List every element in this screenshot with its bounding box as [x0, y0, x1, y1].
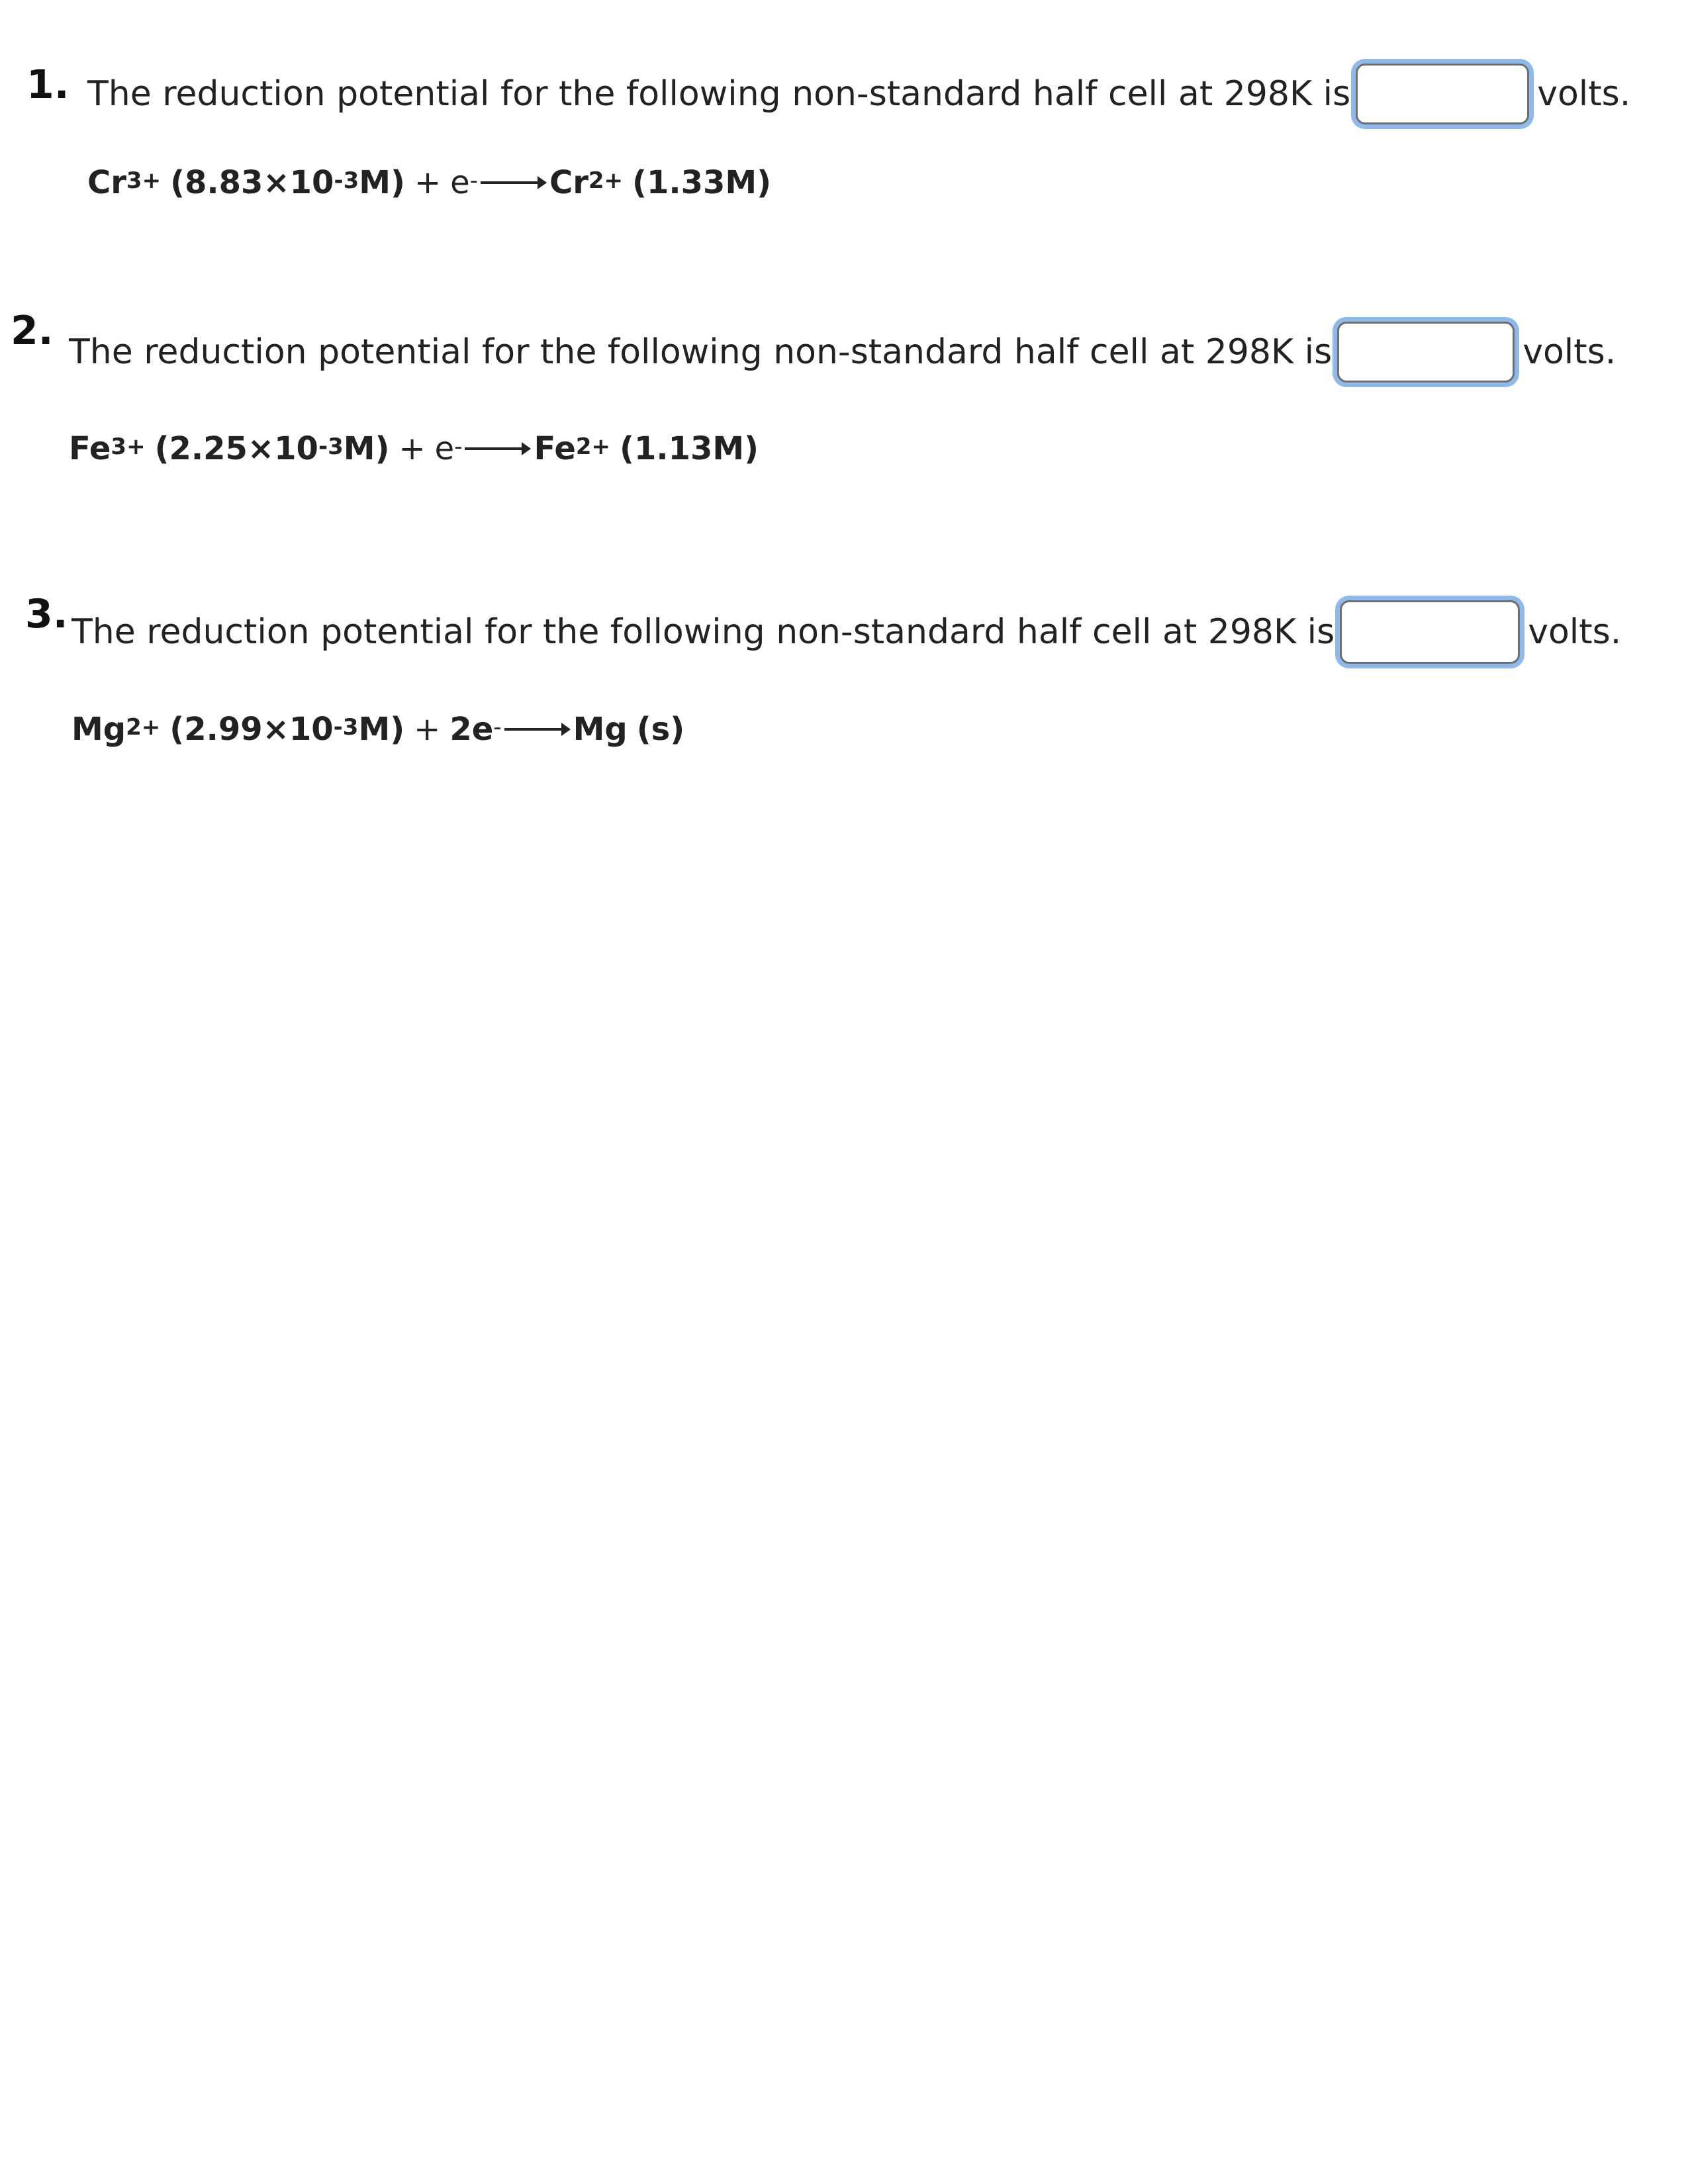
product-species: Mg: [573, 711, 628, 748]
reaction-arrow-icon: [504, 728, 569, 731]
half-reaction-equation: Fe $^{3+}$ (2.25×10 $^{-3}$ M) + e - Fe $^{2+}$ (1.13M): [69, 430, 759, 467]
reactant-concentration-unit: M): [358, 711, 405, 748]
question-prompt: The reduction potential for the following non-standard half cell at 298K is: [69, 332, 1333, 372]
question-prompt-row: [87, 61, 1630, 127]
reactant-concentration: (8.83×10: [170, 164, 334, 201]
question-prompt-row: [69, 319, 1616, 385]
answer-input[interactable]: [1340, 600, 1520, 664]
reactant-species: Cr: [87, 164, 126, 201]
product-species: Cr: [549, 164, 588, 201]
question-number: 3.: [25, 591, 68, 637]
answer-input[interactable]: [1337, 322, 1515, 383]
units-label: volts.: [1537, 74, 1631, 114]
product-concentration: (s): [636, 711, 685, 748]
electron: e: [450, 164, 470, 201]
half-reaction-equation: Mg $^{2+}$ (2.99×10 $^{-3}$ M) + 2e - Mg (s): [71, 711, 685, 748]
product-concentration: (1.33M): [632, 164, 772, 201]
reactant-concentration: (2.25×10: [154, 430, 318, 467]
half-reaction-equation: Cr $^{3+}$ (8.83×10 $^{-3}$ M) + e - Cr $^{2+}$ (1.33M): [87, 164, 772, 201]
product-species: Fe: [534, 430, 576, 467]
plus-sign: +: [414, 164, 442, 201]
plus-sign: +: [399, 430, 426, 467]
reaction-arrow-icon: [465, 447, 530, 450]
answer-input[interactable]: [1356, 64, 1529, 124]
units-label: volts.: [1523, 332, 1617, 372]
electron: e: [434, 430, 455, 467]
plus-sign: +: [414, 711, 441, 748]
reactant-species: Fe: [69, 430, 111, 467]
units-label: volts.: [1528, 612, 1622, 652]
reactant-concentration-unit: M): [359, 164, 405, 201]
reactant-species: Mg: [71, 711, 126, 748]
question-number: 1.: [26, 62, 70, 108]
reactant-concentration: (2.99×10: [169, 711, 334, 748]
question-prompt: The reduction potential for the following non-standard half cell at 298K is: [87, 74, 1351, 114]
reaction-arrow-icon: [481, 181, 545, 184]
reactant-concentration-unit: M): [343, 430, 390, 467]
electron: 2e: [449, 711, 494, 748]
product-concentration: (1.13M): [620, 430, 759, 467]
question-number: 2.: [11, 308, 54, 354]
question-prompt-row: [71, 596, 1621, 668]
question-prompt: The reduction potential for the following non-standard half cell at 298K is: [71, 612, 1335, 652]
